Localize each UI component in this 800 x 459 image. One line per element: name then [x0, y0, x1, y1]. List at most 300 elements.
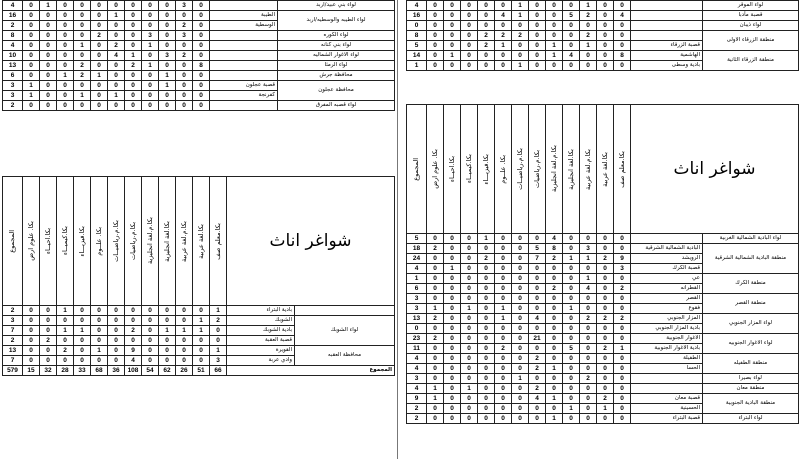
cell-value: 0: [512, 41, 529, 51]
cell-value: 0: [529, 344, 546, 354]
table-row: [3, 11, 395, 21]
cell-value: 0: [444, 254, 461, 264]
column-header: بكا. علوم ارض: [430, 149, 439, 189]
cell-value: 1: [512, 61, 529, 71]
group-label: لواء ذيبان: [703, 21, 799, 31]
sub-area-label: [210, 41, 278, 51]
cell-value: 0: [57, 81, 74, 91]
cell-value: 0: [563, 41, 580, 51]
cell-value: 0: [23, 21, 40, 31]
group-label: منطقة البادية الجنوبية: [703, 394, 799, 414]
cell-value: 13: [407, 314, 427, 324]
cell-value: 4: [495, 11, 512, 21]
total-value: 32: [40, 366, 57, 376]
cell-value: 0: [159, 31, 176, 41]
cell-value: 0: [427, 414, 444, 424]
cell-value: 0: [159, 346, 176, 356]
cell-value: 0: [125, 31, 142, 41]
cell-value: 0: [580, 384, 597, 394]
cell-value: 0: [40, 101, 57, 111]
cell-value: 0: [597, 364, 614, 374]
cell-value: 0: [512, 244, 529, 254]
cell-value: 0: [461, 294, 478, 304]
cell-value: 0: [427, 344, 444, 354]
cell-value: 0: [176, 101, 193, 111]
cell-value: 0: [478, 51, 495, 61]
cell-value: 16: [3, 11, 23, 21]
left-top-table: [2, 0, 395, 111]
right-bottom-table: [406, 104, 799, 424]
table-row: [407, 374, 799, 384]
cell-value: 0: [546, 11, 563, 21]
cell-value: 0: [512, 304, 529, 314]
total-value: 36: [108, 366, 125, 376]
column-header: بكا.م.لغة عربية: [583, 148, 592, 190]
cell-value: 14: [407, 51, 427, 61]
cell-value: 1: [427, 384, 444, 394]
cell-value: 2: [597, 344, 614, 354]
table-row: [3, 41, 395, 51]
cell-value: 4: [614, 11, 631, 21]
cell-value: 1: [444, 264, 461, 274]
cell-value: 0: [91, 326, 108, 336]
table-row: [3, 61, 395, 71]
cell-value: 0: [512, 324, 529, 334]
cell-value: 0: [478, 374, 495, 384]
sub-area-label: [631, 11, 703, 21]
cell-value: 0: [91, 81, 108, 91]
cell-value: 0: [478, 284, 495, 294]
cell-value: 4: [3, 1, 23, 11]
cell-value: 1: [23, 91, 40, 101]
cell-value: 0: [461, 264, 478, 274]
cell-value: 0: [546, 31, 563, 41]
cell-value: 0: [125, 336, 142, 346]
sub-area-label: [631, 1, 703, 11]
sub-area-label: الحسا: [631, 364, 703, 374]
cell-value: 0: [91, 101, 108, 111]
sub-area-label: بادية الشوبك: [227, 326, 295, 336]
cell-value: 0: [74, 346, 91, 356]
cell-value: 0: [210, 326, 227, 336]
cell-value: 3: [3, 91, 23, 101]
cell-value: 0: [57, 51, 74, 61]
cell-value: 0: [580, 334, 597, 344]
cell-value: 2: [125, 326, 142, 336]
cell-value: 3: [142, 31, 159, 41]
sub-area-label: [210, 31, 278, 41]
cell-value: 0: [74, 51, 91, 61]
cell-value: 0: [159, 41, 176, 51]
cell-value: 0: [478, 61, 495, 71]
cell-value: 1: [407, 274, 427, 284]
column-header: بكا.فيزيـــاء: [481, 153, 490, 185]
cell-value: 0: [74, 306, 91, 316]
total-value: 51: [193, 366, 210, 376]
cell-value: 0: [512, 394, 529, 404]
cell-value: 2: [546, 284, 563, 294]
cell-value: 0: [478, 354, 495, 364]
cell-value: 0: [580, 51, 597, 61]
cell-value: 0: [580, 324, 597, 334]
table-row: [407, 334, 799, 344]
cell-value: 1: [495, 304, 512, 314]
sub-area-label: الطيبة: [210, 11, 278, 21]
cell-value: 0: [461, 61, 478, 71]
cell-value: 0: [23, 71, 40, 81]
cell-value: 0: [461, 244, 478, 254]
cell-value: 1: [512, 11, 529, 21]
column-header-cell: [614, 105, 631, 234]
cell-value: 0: [57, 91, 74, 101]
cell-value: 0: [444, 334, 461, 344]
cell-value: 3: [176, 31, 193, 41]
column-header: بكا. علــوم: [498, 154, 507, 184]
cell-value: 0: [580, 404, 597, 414]
column-header-cell: [407, 105, 427, 234]
cell-value: 1: [193, 326, 210, 336]
total-value: 28: [57, 366, 74, 376]
cell-value: 3: [407, 374, 427, 384]
cell-value: 0: [427, 324, 444, 334]
cell-value: 8: [3, 31, 23, 41]
cell-value: 16: [407, 11, 427, 21]
cell-value: 0: [529, 264, 546, 274]
cell-value: 0: [529, 234, 546, 244]
cell-value: 2: [40, 336, 57, 346]
column-header: بكا.م.لغة عربية: [179, 220, 188, 262]
column-header: بكا.احيــاء: [43, 227, 52, 255]
cell-value: 0: [478, 364, 495, 374]
sub-area-label: [631, 384, 703, 394]
cell-value: 0: [461, 324, 478, 334]
cell-value: 0: [512, 364, 529, 374]
cell-value: 0: [495, 264, 512, 274]
column-header: بكا.لغة انجليزية: [162, 220, 171, 262]
group-label: محافظة عجلون: [278, 81, 395, 101]
group-label: منطقة معان: [703, 384, 799, 394]
cell-value: 0: [427, 274, 444, 284]
cell-value: 0: [40, 41, 57, 51]
cell-value: 0: [478, 1, 495, 11]
cell-value: 0: [495, 374, 512, 384]
cell-value: 4: [407, 364, 427, 374]
cell-value: 0: [108, 21, 125, 31]
cell-value: 0: [614, 244, 631, 254]
cell-value: 0: [74, 316, 91, 326]
table-row: [407, 244, 799, 254]
cell-value: 0: [597, 264, 614, 274]
cell-value: 0: [23, 51, 40, 61]
column-header-cell: [40, 177, 57, 306]
cell-value: 0: [57, 61, 74, 71]
group-label: قصبة مأدبا: [703, 11, 799, 21]
cell-value: 0: [614, 21, 631, 31]
cell-value: 1: [407, 61, 427, 71]
cell-value: 1: [57, 306, 74, 316]
cell-value: 2: [74, 61, 91, 71]
group-label: منطقة الزرقاء الاولى: [703, 31, 799, 51]
cell-value: 2: [529, 354, 546, 364]
cell-value: 1: [563, 404, 580, 414]
cell-value: 0: [159, 316, 176, 326]
sub-area-label: الشوبك: [227, 316, 295, 326]
cell-value: 0: [444, 31, 461, 41]
cell-value: 0: [125, 1, 142, 11]
cell-value: 2: [597, 314, 614, 324]
table-row: [407, 51, 799, 61]
column-header: بكا.م.رياضيــات: [515, 148, 524, 190]
cell-value: 0: [495, 234, 512, 244]
cell-value: 1: [108, 91, 125, 101]
sub-area-label: الهاشمية: [631, 51, 703, 61]
sub-area-label: [631, 374, 703, 384]
cell-value: 0: [563, 334, 580, 344]
cell-value: 0: [142, 81, 159, 91]
cell-value: 0: [40, 326, 57, 336]
cell-value: 0: [427, 364, 444, 374]
sub-area-label: بادية الاغوار الجنوبية: [631, 344, 703, 354]
cell-value: 0: [563, 284, 580, 294]
column-header-cell: [57, 177, 74, 306]
cell-value: 2: [597, 394, 614, 404]
cell-value: 2: [176, 51, 193, 61]
cell-value: 1: [91, 71, 108, 81]
cell-value: 4: [407, 384, 427, 394]
cell-value: 0: [461, 314, 478, 324]
cell-value: 1: [546, 414, 563, 424]
cell-value: 7: [529, 254, 546, 264]
cell-value: 4: [407, 354, 427, 364]
group-label: لواء بني كنانه: [278, 41, 395, 51]
column-header: بكا.كيميــاء: [60, 226, 69, 256]
cell-value: 0: [176, 346, 193, 356]
column-header: بكا.فيزيـــاء: [77, 225, 86, 257]
cell-value: 0: [495, 334, 512, 344]
table-row: [3, 81, 395, 91]
table-row: [3, 316, 395, 326]
cell-value: 0: [478, 274, 495, 284]
column-header-cell: [159, 177, 176, 306]
cell-value: 0: [40, 21, 57, 31]
cell-value: 0: [427, 61, 444, 71]
cell-value: 0: [108, 336, 125, 346]
cell-value: 0: [461, 254, 478, 264]
cell-value: 2: [176, 21, 193, 31]
cell-value: 0: [23, 1, 40, 11]
cell-value: 1: [461, 384, 478, 394]
cell-value: 0: [142, 306, 159, 316]
table-row: [407, 274, 799, 284]
column-header-cell: [108, 177, 125, 306]
cell-value: 23: [407, 334, 427, 344]
cell-value: 0: [563, 61, 580, 71]
cell-value: 1: [91, 346, 108, 356]
cell-value: 0: [529, 294, 546, 304]
column-header: بكا.م.رياضيات: [128, 221, 137, 261]
cell-value: 8: [546, 244, 563, 254]
cell-value: 0: [597, 414, 614, 424]
cell-value: 0: [23, 356, 40, 366]
cell-value: 0: [478, 264, 495, 274]
cell-value: 4: [529, 314, 546, 324]
cell-value: 4: [3, 41, 23, 51]
cell-value: 0: [597, 11, 614, 21]
cell-value: 0: [529, 1, 546, 11]
cell-value: 0: [495, 21, 512, 31]
cell-value: 0: [40, 91, 57, 101]
cell-value: 1: [210, 306, 227, 316]
cell-value: 3: [210, 356, 227, 366]
cell-value: 0: [614, 394, 631, 404]
cell-value: 1: [74, 91, 91, 101]
cell-value: 0: [193, 31, 210, 41]
cell-value: 2: [546, 254, 563, 264]
cell-value: 1: [495, 314, 512, 324]
cell-value: 0: [125, 11, 142, 21]
cell-value: 0: [159, 1, 176, 11]
cell-value: 0: [57, 41, 74, 51]
cell-value: 0: [57, 1, 74, 11]
cell-value: 4: [563, 51, 580, 61]
cell-value: 0: [478, 294, 495, 304]
cell-value: 11: [407, 344, 427, 354]
cell-value: 2: [495, 31, 512, 41]
cell-value: 0: [193, 356, 210, 366]
cell-value: 2: [3, 101, 23, 111]
cell-value: 0: [614, 384, 631, 394]
column-header-cell: [512, 105, 529, 234]
sub-area-label: عي: [631, 274, 703, 284]
cell-value: 1: [580, 41, 597, 51]
cell-value: 0: [580, 304, 597, 314]
cell-value: 0: [427, 284, 444, 294]
table-row: [3, 31, 395, 41]
cell-value: 0: [478, 414, 495, 424]
cell-value: 3: [407, 304, 427, 314]
cell-value: 0: [125, 316, 142, 326]
cell-value: 0: [74, 336, 91, 346]
cell-value: 0: [193, 21, 210, 31]
cell-value: 0: [444, 41, 461, 51]
cell-value: 4: [108, 51, 125, 61]
sub-area-label: [631, 234, 703, 244]
cell-value: 0: [563, 364, 580, 374]
cell-value: 0: [142, 71, 159, 81]
cell-value: 0: [461, 31, 478, 41]
cell-value: 0: [495, 1, 512, 11]
cell-value: 0: [40, 306, 57, 316]
cell-value: 5: [407, 41, 427, 51]
cell-value: 0: [461, 234, 478, 244]
cell-value: 21: [529, 334, 546, 344]
cell-value: 1: [546, 364, 563, 374]
sub-area-label: قصبة الزرقاء: [631, 41, 703, 51]
cell-value: 0: [546, 294, 563, 304]
column-header-cell: [125, 177, 142, 306]
cell-value: 1: [427, 304, 444, 314]
cell-value: 0: [427, 354, 444, 364]
cell-value: 0: [40, 81, 57, 91]
cell-value: 0: [57, 101, 74, 111]
table-row: [407, 314, 799, 324]
cell-value: 0: [91, 336, 108, 346]
cell-value: 0: [444, 404, 461, 414]
sub-area-label: قصبة عجلون: [210, 81, 278, 91]
group-label: لواء الرمثا: [278, 61, 395, 71]
cell-value: 0: [108, 31, 125, 41]
column-header-cell: [529, 105, 546, 234]
cell-value: 0: [142, 1, 159, 11]
group-label: منطقة الطفيله: [703, 354, 799, 374]
cell-value: 0: [74, 31, 91, 41]
cell-value: 0: [142, 21, 159, 31]
table-row: [407, 1, 799, 11]
cell-value: 0: [478, 344, 495, 354]
total-value: 33: [74, 366, 91, 376]
cell-value: 0: [142, 51, 159, 61]
cell-value: 0: [580, 344, 597, 354]
cell-value: 0: [427, 1, 444, 11]
right-top-table: [406, 0, 799, 71]
column-header-cell: [3, 177, 23, 306]
cell-value: 0: [176, 316, 193, 326]
cell-value: 1: [108, 11, 125, 21]
cell-value: 0: [23, 336, 40, 346]
cell-value: 0: [546, 374, 563, 384]
cell-value: 2: [3, 336, 23, 346]
cell-value: 0: [461, 334, 478, 344]
cell-value: 0: [108, 326, 125, 336]
cell-value: 0: [193, 1, 210, 11]
column-header-cell: [91, 177, 108, 306]
cell-value: 0: [614, 364, 631, 374]
group-label: لواء الطيبه والوسطيه/اربد: [278, 11, 395, 31]
cell-value: 0: [444, 344, 461, 354]
cell-value: 0: [546, 304, 563, 314]
cell-value: 0: [57, 336, 74, 346]
cell-value: 0: [40, 61, 57, 71]
cell-value: 6: [407, 284, 427, 294]
cell-value: 0: [512, 254, 529, 264]
cell-value: 1: [193, 316, 210, 326]
cell-value: 0: [478, 394, 495, 404]
cell-value: 0: [159, 306, 176, 316]
column-header: بكا.معلم صف: [617, 150, 626, 188]
cell-value: 0: [478, 314, 495, 324]
cell-value: 0: [597, 384, 614, 394]
cell-value: 0: [614, 354, 631, 364]
cell-value: 0: [614, 334, 631, 344]
cell-value: 0: [597, 284, 614, 294]
cell-value: 0: [614, 41, 631, 51]
table-row: [407, 294, 799, 304]
cell-value: 0: [210, 336, 227, 346]
cell-value: 0: [427, 234, 444, 244]
cell-value: 0: [193, 346, 210, 356]
cell-value: 0: [546, 264, 563, 274]
cell-value: 0: [176, 41, 193, 51]
table-row: [3, 346, 395, 356]
cell-value: 0: [91, 1, 108, 11]
cell-value: 0: [40, 51, 57, 61]
cell-value: 1: [57, 71, 74, 81]
cell-value: 0: [444, 354, 461, 364]
cell-value: 6: [3, 71, 23, 81]
cell-value: 2: [614, 284, 631, 294]
column-header-cell: [142, 177, 159, 306]
cell-value: 2: [3, 21, 23, 31]
